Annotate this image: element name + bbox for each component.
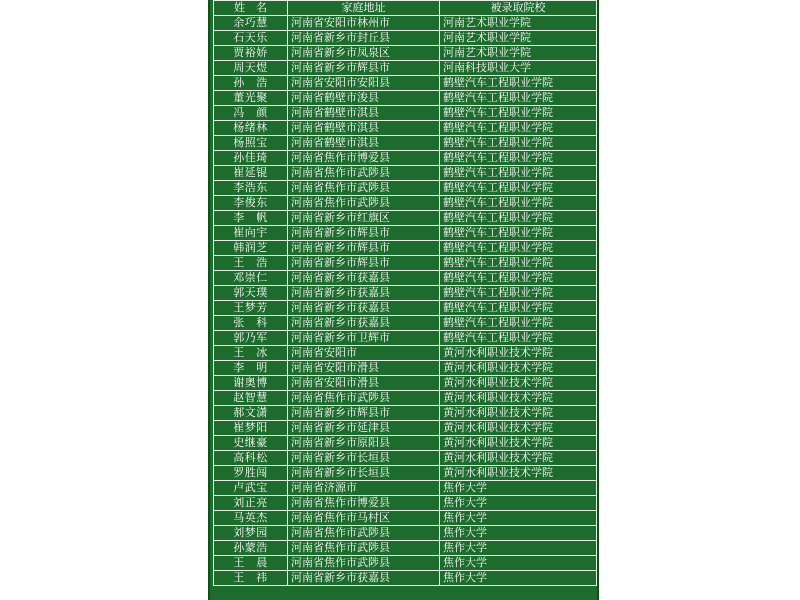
admitted-school-cell: 鹤壁汽车工程职业学院 (440, 91, 597, 106)
table-row (214, 151, 597, 166)
home-address-cell: 河南省鹤壁市浚县 (288, 91, 440, 106)
home-address-cell: 河南省新乡市获嘉县 (288, 271, 440, 286)
admitted-school-cell: 黄河水利职业技术学院 (440, 376, 597, 391)
table-row (214, 61, 597, 76)
student-name-cell: 杨绪林 (214, 121, 288, 136)
table-row (214, 331, 597, 346)
table-row (214, 541, 597, 556)
admitted-school-cell: 河南艺术职业学院 (440, 46, 597, 61)
student-name-cell: 孙佳琦 (214, 151, 288, 166)
admitted-school-cell: 鹤壁汽车工程职业学院 (440, 301, 597, 316)
student-name-cell: 崔延锟 (214, 166, 288, 181)
student-name-cell: 邓崇仁 (214, 271, 288, 286)
table-row (214, 481, 597, 496)
student-name-cell: 王 祎 (214, 571, 288, 586)
home-address-cell: 河南省安阳市安阳县 (288, 76, 440, 91)
student-name-cell: 王 冰 (214, 346, 288, 361)
admitted-school-cell: 河南艺术职业学院 (440, 16, 597, 31)
home-address-cell: 河南省焦作市武陟县 (288, 391, 440, 406)
table-row (214, 406, 597, 421)
home-address-cell: 河南省焦作市武陟县 (288, 166, 440, 181)
student-name-cell: 崔向宇 (214, 226, 288, 241)
admitted-school-cell: 鹤壁汽车工程职业学院 (440, 211, 597, 226)
admitted-school-cell: 鹤壁汽车工程职业学院 (440, 136, 597, 151)
home-address-cell: 河南省新乡市获嘉县 (288, 571, 440, 586)
table-row (214, 106, 597, 121)
home-address-cell: 河南省鹤壁市淇县 (288, 121, 440, 136)
admitted-school-cell: 焦作大学 (440, 511, 597, 526)
column-header-school: 被录取院校 (440, 1, 597, 16)
home-address-cell: 河南省新乡市获嘉县 (288, 316, 440, 331)
admitted-school-cell: 鹤壁汽车工程职业学院 (440, 166, 597, 181)
admitted-school-cell: 鹤壁汽车工程职业学院 (440, 121, 597, 136)
student-name-cell: 周天煜 (214, 61, 288, 76)
table-row (214, 451, 597, 466)
admission-list-board (208, 0, 599, 600)
admitted-school-cell: 鹤壁汽车工程职业学院 (440, 181, 597, 196)
table-row (214, 571, 597, 586)
admitted-school-cell: 焦作大学 (440, 481, 597, 496)
admitted-school-cell: 鹤壁汽车工程职业学院 (440, 151, 597, 166)
student-name-cell: 王 晨 (214, 556, 288, 571)
student-name-cell: 贾裕娇 (214, 46, 288, 61)
admitted-school-cell: 鹤壁汽车工程职业学院 (440, 226, 597, 241)
student-name-cell: 王 浩 (214, 256, 288, 271)
table-row (214, 346, 597, 361)
home-address-cell: 河南省安阳市滑县 (288, 361, 440, 376)
student-name-cell: 孙蒙浩 (214, 541, 288, 556)
table-body (214, 16, 597, 586)
admitted-school-cell: 鹤壁汽车工程职业学院 (440, 76, 597, 91)
home-address-cell: 河南省新乡市辉县市 (288, 226, 440, 241)
admitted-school-cell: 黄河水利职业技术学院 (440, 451, 597, 466)
admitted-school-cell: 焦作大学 (440, 541, 597, 556)
student-name-cell: 刘正亮 (214, 496, 288, 511)
home-address-cell: 河南省新乡市凤泉区 (288, 46, 440, 61)
admitted-school-cell: 鹤壁汽车工程职业学院 (440, 256, 597, 271)
admitted-school-cell: 黄河水利职业技术学院 (440, 421, 597, 436)
admitted-school-cell: 焦作大学 (440, 526, 597, 541)
table-row (214, 211, 597, 226)
home-address-cell: 河南省新乡市辉县市 (288, 256, 440, 271)
home-address-cell: 河南省焦作市武陟县 (288, 526, 440, 541)
home-address-cell: 河南省焦作市武陟县 (288, 196, 440, 211)
admitted-school-cell: 黄河水利职业技术学院 (440, 436, 597, 451)
student-name-cell: 石天乐 (214, 31, 288, 46)
table-row (214, 76, 597, 91)
table-row (214, 91, 597, 106)
table-row (214, 226, 597, 241)
admitted-school-cell: 鹤壁汽车工程职业学院 (440, 271, 597, 286)
student-name-cell: 崔梦阳 (214, 421, 288, 436)
table-row (214, 16, 597, 31)
table-row (214, 511, 597, 526)
admitted-school-cell: 河南艺术职业学院 (440, 31, 597, 46)
student-name-cell: 高科松 (214, 451, 288, 466)
student-name-cell: 李浩东 (214, 181, 288, 196)
table-row (214, 421, 597, 436)
home-address-cell: 河南省焦作市马村区 (288, 511, 440, 526)
table-row (214, 46, 597, 61)
home-address-cell: 河南省新乡市封丘县 (288, 31, 440, 46)
home-address-cell: 河南省新乡市原阳县 (288, 436, 440, 451)
admitted-school-cell: 河南科技职业大学 (440, 61, 597, 76)
student-name-cell: 张 科 (214, 316, 288, 331)
table-row (214, 256, 597, 271)
home-address-cell: 河南省安阳市滑县 (288, 376, 440, 391)
admitted-school-cell: 鹤壁汽车工程职业学院 (440, 316, 597, 331)
admitted-school-cell: 黄河水利职业技术学院 (440, 391, 597, 406)
student-name-cell: 郭天璞 (214, 286, 288, 301)
admitted-school-cell: 黄河水利职业技术学院 (440, 346, 597, 361)
home-address-cell: 河南省鹤壁市淇县 (288, 106, 440, 121)
home-address-cell: 河南省鹤壁市淇县 (288, 136, 440, 151)
table-row (214, 496, 597, 511)
home-address-cell: 河南省新乡市获嘉县 (288, 286, 440, 301)
student-name-cell: 董光聚 (214, 91, 288, 106)
table-header-row (214, 1, 597, 16)
student-name-cell: 罗胜闯 (214, 466, 288, 481)
student-name-cell: 孙 浩 (214, 76, 288, 91)
home-address-cell: 河南省焦作市武陟县 (288, 181, 440, 196)
table-row (214, 31, 597, 46)
home-address-cell: 河南省新乡市长垣县 (288, 451, 440, 466)
table-row (214, 241, 597, 256)
student-name-cell: 谢奥博 (214, 376, 288, 391)
table-row (214, 526, 597, 541)
table-row (214, 391, 597, 406)
home-address-cell: 河南省新乡市辉县市 (288, 241, 440, 256)
admitted-school-cell: 鹤壁汽车工程职业学院 (440, 196, 597, 211)
table-row (214, 196, 597, 211)
admitted-school-cell: 黄河水利职业技术学院 (440, 466, 597, 481)
admitted-school-cell: 鹤壁汽车工程职业学院 (440, 331, 597, 346)
admitted-school-cell: 焦作大学 (440, 496, 597, 511)
home-address-cell: 河南省安阳市林州市 (288, 16, 440, 31)
home-address-cell: 河南省焦作市博爱县 (288, 496, 440, 511)
table-row (214, 436, 597, 451)
table-row (214, 361, 597, 376)
table-row (214, 301, 597, 316)
home-address-cell: 河南省新乡市红旗区 (288, 211, 440, 226)
table-row (214, 136, 597, 151)
student-name-cell: 杨照宝 (214, 136, 288, 151)
student-name-cell: 卢武宝 (214, 481, 288, 496)
admitted-school-cell: 焦作大学 (440, 571, 597, 586)
admitted-school-cell: 黄河水利职业技术学院 (440, 361, 597, 376)
home-address-cell: 河南省新乡市长垣县 (288, 466, 440, 481)
student-name-cell: 马英杰 (214, 511, 288, 526)
home-address-cell: 河南省济源市 (288, 481, 440, 496)
table-row (214, 181, 597, 196)
home-address-cell: 河南省新乡市卫辉市 (288, 331, 440, 346)
home-address-cell: 河南省焦作市武陟县 (288, 541, 440, 556)
admitted-school-cell: 鹤壁汽车工程职业学院 (440, 106, 597, 121)
student-name-cell: 李俊东 (214, 196, 288, 211)
table-row (214, 376, 597, 391)
admitted-school-cell: 黄河水利职业技术学院 (440, 406, 597, 421)
student-name-cell: 郝文潇 (214, 406, 288, 421)
home-address-cell: 河南省新乡市辉县市 (288, 406, 440, 421)
home-address-cell: 河南省新乡市辉县市 (288, 61, 440, 76)
student-name-cell: 韩润芝 (214, 241, 288, 256)
student-name-cell: 刘梦园 (214, 526, 288, 541)
admitted-school-cell: 鹤壁汽车工程职业学院 (440, 241, 597, 256)
student-name-cell: 赵智慧 (214, 391, 288, 406)
column-header-name: 姓 名 (214, 1, 288, 16)
home-address-cell: 河南省新乡市延津县 (288, 421, 440, 436)
table-row (214, 466, 597, 481)
student-name-cell: 王梦芳 (214, 301, 288, 316)
table-row (214, 271, 597, 286)
table-row (214, 286, 597, 301)
student-name-cell: 李 帆 (214, 211, 288, 226)
table-row (214, 556, 597, 571)
home-address-cell: 河南省安阳市 (288, 346, 440, 361)
table-row (214, 121, 597, 136)
column-header-address: 家庭地址 (288, 1, 440, 16)
table-row (214, 316, 597, 331)
admitted-school-cell: 焦作大学 (440, 556, 597, 571)
student-name-cell: 郭乃军 (214, 331, 288, 346)
home-address-cell: 河南省焦作市博爱县 (288, 151, 440, 166)
admission-table (213, 0, 597, 586)
student-name-cell: 史继豪 (214, 436, 288, 451)
table-row (214, 166, 597, 181)
student-name-cell: 李 明 (214, 361, 288, 376)
student-name-cell: 余巧慧 (214, 16, 288, 31)
home-address-cell: 河南省新乡市获嘉县 (288, 301, 440, 316)
student-name-cell: 冯 颜 (214, 106, 288, 121)
admitted-school-cell: 鹤壁汽车工程职业学院 (440, 286, 597, 301)
home-address-cell: 河南省焦作市武陟县 (288, 556, 440, 571)
